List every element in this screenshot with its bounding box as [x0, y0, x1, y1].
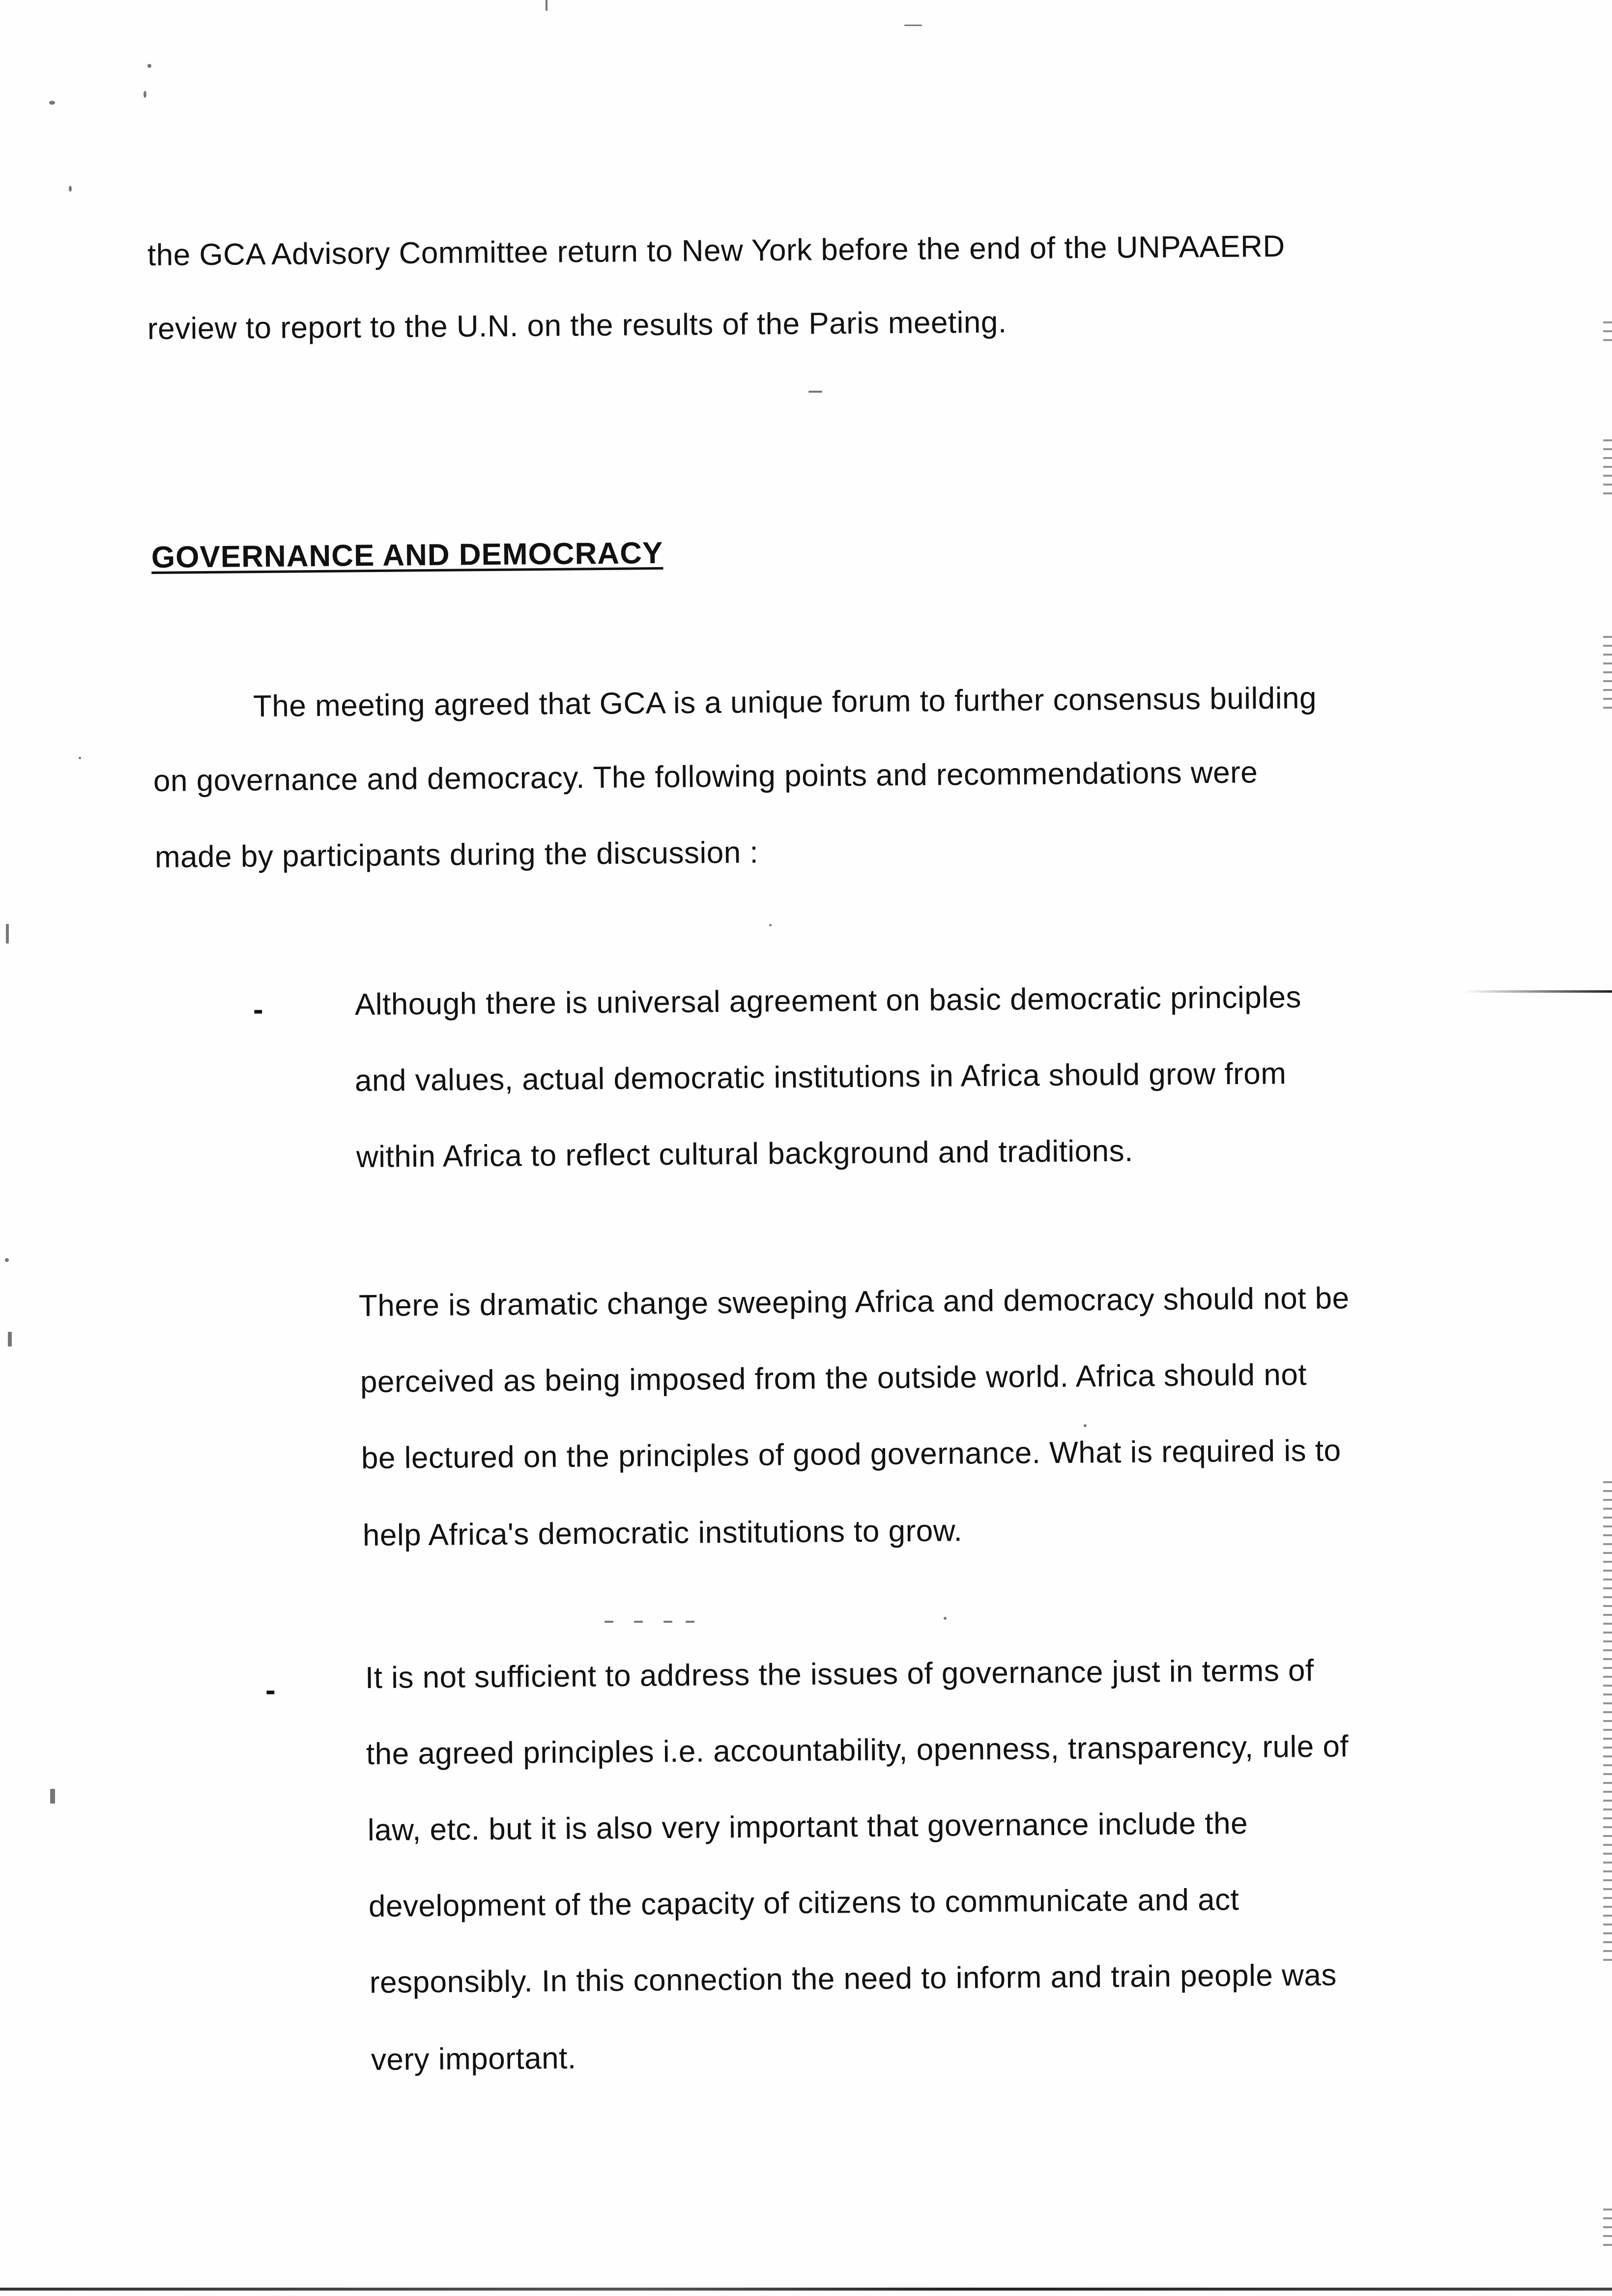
scan-speck: [6, 924, 9, 944]
scan-speck: [79, 757, 81, 759]
lead-paragraph-line: The meeting agreed that GCA is a unique forum to further consensus building: [253, 681, 1317, 723]
scan-stray-line: [1465, 990, 1612, 993]
lead-paragraph-line: on governance and democracy. The following points and recommendations were: [153, 755, 1258, 798]
intro-line: the GCA Advisory Committee return to New York before the end of the UNPAAERD: [147, 229, 1285, 272]
scan-speck: [5, 1258, 9, 1262]
point-line: help Africa's democratic institutions to grow.: [362, 1514, 963, 1552]
scan-speck: [546, 0, 547, 11]
point-line: very important.: [371, 2041, 576, 2077]
scan-speck: [634, 1621, 643, 1623]
scan-speck: [69, 186, 72, 192]
scan-edge-noise: [1603, 629, 1612, 713]
scan-bottom-edge: [0, 2288, 1612, 2291]
point-line: There is dramatic change sweeping Africa and democracy should not be: [358, 1281, 1350, 1323]
point-line: It is not sufficient to address the issues of governance just in terms of: [365, 1653, 1314, 1695]
point-line: be lectured on the principles of good governance. What is required is to: [361, 1434, 1341, 1475]
scan-edge-noise: [1603, 2202, 1612, 2251]
scan-speck: [663, 1621, 672, 1623]
scan-speck: [1084, 1424, 1087, 1427]
scan-speck: [686, 1621, 694, 1623]
intro-line: review to report to the U.N. on the results of the Paris meeting.: [147, 305, 1007, 346]
scan-speck: [144, 91, 146, 98]
scan-speck: [50, 1789, 55, 1804]
scan-speck: [147, 64, 151, 68]
scan-edge-noise: [1603, 1474, 1612, 1966]
point-line: Although there is universal agreement on basic democratic principles: [354, 980, 1302, 1022]
scan-speck: [604, 1621, 613, 1623]
lead-paragraph-line: made by participants during the discussion :: [154, 835, 759, 874]
point-line: development of the capacity of citizens to communicate and act: [368, 1883, 1239, 1923]
scan-speck: [944, 1617, 947, 1620]
point-line: perceived as being imposed from the outside world. Africa should not: [360, 1357, 1307, 1399]
point-line: and values, actual democratic institutions in Africa should grow from: [354, 1057, 1287, 1098]
point-line: the agreed principles i.e. accountability, openness, transparency, rule of: [366, 1729, 1349, 1771]
section-heading: GOVERNANCE AND DEMOCRACY: [151, 536, 663, 574]
bullet-dash: -: [265, 1673, 276, 1707]
scan-speck: [769, 924, 772, 926]
scan-speck: [8, 1332, 12, 1347]
scan-edge-noise: [1603, 315, 1612, 344]
scan-speck: [904, 25, 922, 26]
scan-speck: [808, 391, 822, 393]
scan-speck: [49, 101, 55, 105]
bullet-dash: -: [253, 993, 263, 1027]
scan-edge-noise: [1603, 432, 1612, 501]
point-line: within Africa to reflect cultural background and traditions.: [356, 1134, 1134, 1174]
point-line: responsibly. In this connection the need to inform and train people was: [369, 1958, 1337, 2000]
point-line: law, etc. but it is also very important that governance include the: [367, 1806, 1248, 1847]
